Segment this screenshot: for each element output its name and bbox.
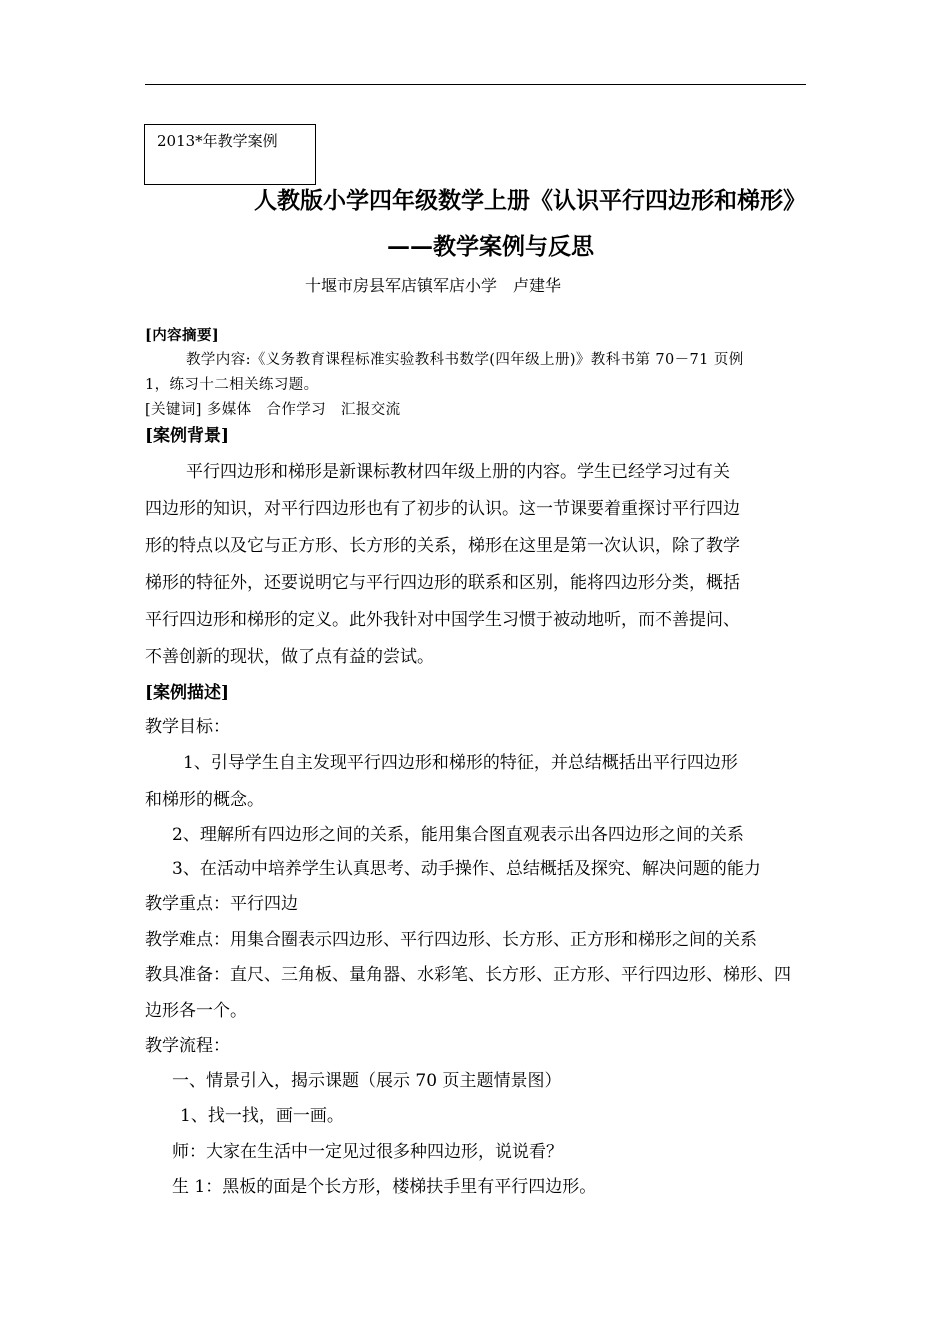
- background-line: 平行四边形和梯形是新课标教材四年级上册的内容。学生已经学习过有关: [186, 462, 730, 482]
- author-line: 十堰市房县军店镇军店小学 卢建华: [305, 276, 562, 295]
- description-line: 教学重点：平行四边: [145, 894, 298, 914]
- title-line-2: ——教学案例与反思: [387, 233, 594, 260]
- abstract-heading: [内容摘要]: [145, 327, 220, 344]
- description-line: 边形各一个。: [145, 1001, 247, 1021]
- header-tag: 2013*年教学案例: [157, 132, 278, 150]
- keywords-line: [关键词] 多媒体 合作学习 汇报交流: [145, 402, 401, 418]
- description-line: 教学目标：: [145, 717, 230, 737]
- description-heading: [案例描述]: [145, 683, 230, 703]
- background-line: 不善创新的现状，做了点有益的尝试。: [145, 647, 434, 667]
- description-line: 和梯形的概念。: [145, 790, 264, 810]
- background-line: 四边形的知识，对平行四边形也有了初步的认识。这一节课要着重探讨平行四边: [145, 499, 740, 519]
- description-line: 教学难点：用集合圈表示四边形、平行四边形、长方形、正方形和梯形之间的关系: [145, 930, 757, 950]
- description-line: 教具准备：直尺、三角板、量角器、水彩笔、长方形、正方形、平行四边形、梯形、四: [145, 965, 791, 985]
- description-line: 3、在活动中培养学生认真思考、动手操作、总结概括及探究、解决问题的能力: [172, 859, 761, 879]
- background-line: 形的特点以及它与正方形、长方形的关系，梯形在这里是第一次认识，除了教学: [145, 536, 740, 556]
- background-heading: [案例背景]: [145, 426, 230, 446]
- background-line: 梯形的特征外，还要说明它与平行四边形的联系和区别，能将四边形分类，概括: [145, 573, 740, 593]
- description-line: 1、引导学生自主发现平行四边形和梯形的特征，并总结概括出平行四边形: [183, 753, 738, 773]
- description-line: 2、理解所有四边形之间的关系，能用集合图直观表示出各四边形之间的关系: [172, 825, 744, 845]
- abstract-line-2: 1，练习十二相关练习题。: [145, 377, 319, 393]
- description-line: 生 1：黑板的面是个长方形，楼梯扶手里有平行四边形。: [172, 1177, 597, 1197]
- title-line-1: 人教版小学四年级数学上册《认识平行四边形和梯形》: [254, 187, 806, 214]
- description-line: 教学流程：: [145, 1036, 230, 1056]
- background-line: 平行四边形和梯形的定义。此外我针对中国学生习惯于被动地听，而不善提问、: [145, 610, 740, 630]
- header-rule: [145, 84, 806, 85]
- header-tag-box: [144, 124, 316, 185]
- abstract-line-1: 教学内容:《义务教育课程标准实验教科书数学(四年级上册)》教科书第 70－71 页例: [186, 352, 744, 368]
- description-line: 1、找一找，画一画。: [180, 1106, 344, 1126]
- description-line: 一、情景引入，揭示课题（展示 70 页主题情景图）: [172, 1071, 562, 1091]
- description-line: 师：大家在生活中一定见过很多种四边形，说说看？: [172, 1142, 563, 1162]
